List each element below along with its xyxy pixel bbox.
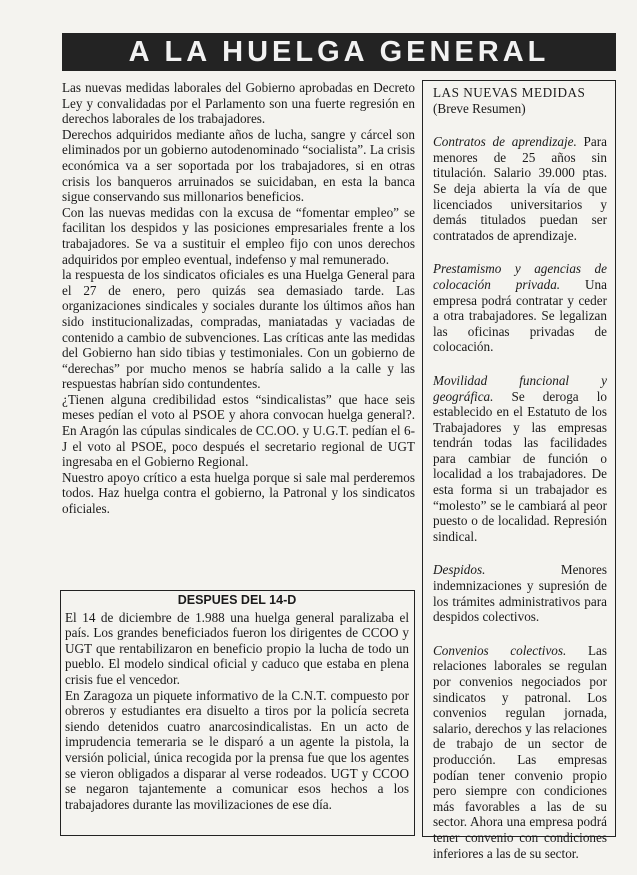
page-title: A LA HUELGA GENERAL	[62, 33, 616, 71]
article-paragraph: la respuesta de los sindicatos oficiales es una Huelga General para el 27 de enero, pero quizás sea demasiado tarde. Las organizaciones sindicales y sociales durante los últimos años han sido institucionalizadas, compradas, maniatadas y vaciadas de contenido a cambio de subvenciones. Las críticas ante las medidas del Gobierno han sido tibias y testimoniales. Con un gobierno de “derechas” por mucho menos se habría salido a la calle y las respuestas habrían sido contundentes.	[62, 267, 415, 392]
sidebar-item-text: Las relaciones laborales se regulan por convenios negociados por sindicatos y patronal. Los convenios regulan jornada, salario, derechos y las relaciones de trabajo de un sector de producción. Las empresas podían tener convenio propio pero siempre con condiciones más favorables a las de su sector. Ahora una empresa podrá tener convenio con condiciones inferiores a las de su sector.	[433, 642, 607, 861]
sidebar-item-text: Una empresa podrá contratar y ceder a otra trabajadores. Se legalizan las oficinas privadas de colocación.	[433, 276, 607, 355]
sidebar-item	[433, 373, 607, 545]
box-title: DESPUES DEL 14-D	[177, 593, 297, 607]
sidebar-item-text: Para menores de 25 años sin titulación. Salario 39.000 ptas. Se deja abierta la vía de que licenciados universitarios y demás titulados puedan ser contratados de aprendizaje.	[433, 134, 607, 243]
sidebar-item	[433, 643, 607, 861]
main-article	[62, 80, 415, 517]
sidebar-item	[433, 562, 607, 624]
article-paragraph: Con las nuevas medidas con la excusa de “fomentar empleo” se facilitan los despidos y las posiciones empresariales frente a los trabajadores. Se va a sustituir el empleo fijo con unos derechos adquiridos por empleo eventual, indefenso y mal remunerado.	[62, 204, 415, 267]
sidebar-heading: LAS NUEVAS MEDIDAS	[433, 85, 586, 100]
article-paragraph: ¿Tienen alguna credibilidad estos “sindicalistas” que hace seis meses pedían el voto al PSOE y ahora convocan huelga general?. En Aragón las cúpulas sindicales de CC.OO. y U.G.T. pedían el 6-J el voto al PSOE, poco después el secretario regional de UGT ingresaba en el Gobierno Regional.	[62, 391, 415, 470]
sidebar-item-text: Menores indemnizaciones y supresión de los trámites administrativos para despidos colectivos.	[433, 562, 607, 625]
box-paragraph: En Zaragoza un piquete informativo de la C.N.T. compuesto por obreros y estudiantes era disuelto a tiros por la policía secreta siendo detenidos cuatro anarcosindicalistas. En un acto de imprudencia temeraria se le disparó a un agente la pistola, la versión policial, única recogida por la prensa fue que los agentes se vieron obligados a disparar al verse rodeados. UGT y CCOO se negaron tajantemente a comunicar esos hechos a los trabajadores durante las movilizaciones de ese día.	[65, 687, 409, 812]
sidebar-item-term: Movilidad funcional y geográfica.	[433, 372, 607, 404]
sidebar-item-term: Despidos.	[433, 562, 486, 578]
box-paragraph: El 14 de diciembre de 1.988 una huelga general paralizaba el país. Los grandes beneficiados fueron los dirigentes de CCOO y UGT que rentabilizaron en beneficio propio la lucha de todo un pueblo. El modelo sindical oficial y caduco que estaba en plena crisis fue el vencedor.	[65, 609, 409, 687]
sidebar-item	[433, 261, 607, 355]
article-paragraph: Derechos adquiridos mediante años de lucha, sangre y cárcel son eliminados por un gobierno autodenominado “socialista”. La crisis económica va a ser soportada por los trabajadores, si en otras crisis los banqueros arruinados se suicidaban, en esta la banca sigue conservando sus millonarios beneficios.	[62, 126, 415, 205]
sidebar-item-term: Convenios colectivos.	[433, 642, 567, 658]
sidebar-subtitle: (Breve Resumen)	[433, 100, 526, 116]
sidebar-item-text: Se deroga lo establecido en el Estatuto de los Trabajadores y las empresas tendrán todas las facilidades para cambiar de función o localidad a los trabajadores. De esta forma si un trabajador es “molesto” se le cambiará al peor puesto o de localidad. Represión sindical.	[433, 388, 607, 544]
sidebar-item-term: Prestamismo y agencias de colocación privada.	[433, 261, 607, 292]
summary-sidebar	[422, 80, 616, 861]
sidebar-title	[433, 85, 607, 116]
box-despues-14d	[60, 590, 415, 836]
article-paragraph: Las nuevas medidas laborales del Gobierno aprobadas en Decreto Ley y convalidadas por el Parlamento son una fuerte regresión en derechos laborales de los trabajadores.	[62, 80, 415, 127]
article-paragraph: Nuestro apoyo crítico a esta huelga porque si sale mal perderemos todos. Haz huelga contra el gobierno, la Patronal y los sindicatos oficiales.	[62, 469, 415, 517]
sidebar-item	[433, 134, 607, 243]
sidebar-item-term: Contratos de aprendizaje.	[433, 134, 577, 150]
